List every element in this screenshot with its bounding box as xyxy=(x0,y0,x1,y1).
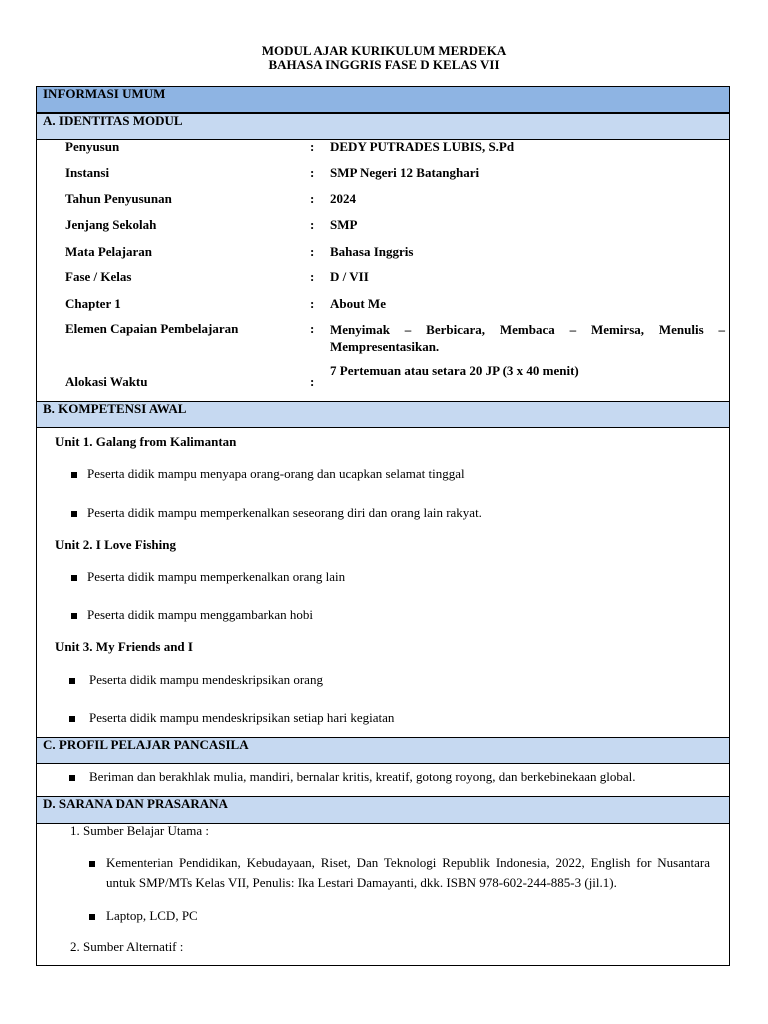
title-line-1: MODUL AJAR KURIKULUM MERDEKA xyxy=(261,43,507,58)
value-tahun: 2024 xyxy=(330,191,356,206)
label-mapel: Mata Pelajaran xyxy=(65,244,153,259)
section-heading: B. KOMPETENSI AWAL xyxy=(43,401,187,416)
list-item: Peserta didik mampu memperkenalkan orang lain xyxy=(87,569,346,584)
unit-title: Unit 1. Galang from Kalimantan xyxy=(55,434,237,449)
colon: : xyxy=(310,165,315,180)
label-elemen: Elemen Capaian Pembelajaran xyxy=(65,321,239,336)
colon: : xyxy=(310,191,315,206)
numbered-item-label: 1. Sumber Belajar Utama : xyxy=(70,823,209,838)
colon: : xyxy=(310,139,315,154)
section-heading: D. SARANA DAN PRASARANA xyxy=(43,796,228,811)
bullet-square-icon xyxy=(71,511,77,517)
section-profil-pelajar xyxy=(37,737,729,764)
colon: : xyxy=(310,321,315,336)
colon: : xyxy=(310,374,315,389)
section-identitas-modul xyxy=(37,113,729,140)
value-instansi: SMP Negeri 12 Batanghari xyxy=(330,165,480,180)
colon: : xyxy=(310,296,315,311)
title-line-2: BAHASA INGGRIS FASE D KELAS VII xyxy=(268,57,500,72)
bullet-square-icon xyxy=(71,613,77,619)
value-elemen: Menyimak – Berbicara, Membaca – Memirsa, Menulis – Mempresentasikan. xyxy=(330,322,725,354)
list-item: Peserta didik mampu memperkenalkan seseorang diri dan orang lain rakyat. xyxy=(87,505,482,520)
label-instansi: Instansi xyxy=(65,165,110,180)
label-tahun: Tahun Penyusunan xyxy=(65,191,172,206)
bullet-square-icon xyxy=(89,914,95,920)
section-heading: INFORMASI UMUM xyxy=(43,86,166,101)
section-heading: A. IDENTITAS MODUL xyxy=(43,113,183,128)
colon: : xyxy=(310,217,315,232)
list-item: Beriman dan berakhlak mulia, mandiri, bernalar kritis, kreatif, gotong royong, dan berkebinekaan global. xyxy=(89,769,636,784)
value-fase: D / VII xyxy=(330,269,369,284)
label-penyusun: Penyusun xyxy=(65,139,120,154)
unit-title: Unit 2. I Love Fishing xyxy=(55,537,176,552)
unit-title: Unit 3. My Friends and I xyxy=(55,639,193,654)
label-chapter: Chapter 1 xyxy=(65,296,121,311)
bullet-square-icon xyxy=(69,678,75,684)
section-sarana-prasarana xyxy=(37,796,729,824)
value-alokasi: 7 Pertemuan atau setara 20 JP (3 x 40 menit) xyxy=(330,363,579,378)
numbered-item-label: 2. Sumber Alternatif : xyxy=(70,939,184,954)
value-jenjang: SMP xyxy=(330,217,358,232)
list-item: Peserta didik mampu menyapa orang-orang dan ucapkan selamat tinggal xyxy=(87,466,465,481)
section-informasi-umum xyxy=(37,86,729,113)
list-item: Peserta didik mampu mendeskripsikan setiap hari kegiatan xyxy=(89,710,395,725)
document-title xyxy=(0,44,768,72)
label-fase: Fase / Kelas xyxy=(65,269,132,284)
bullet-square-icon xyxy=(71,472,77,478)
bullet-square-icon xyxy=(71,575,77,581)
section-kompetensi-awal xyxy=(37,401,729,428)
list-item: Kementerian Pendidikan, Kebudayaan, Riset, Dan Teknologi Republik Indonesia, 2022, English for Nusantara untuk SMP/MTs Kelas VII, Penulis: Ika Lestari Damayanti, dkk. ISBN 978-602-244-885-3 (jil.1). xyxy=(106,855,710,890)
list-item: Peserta didik mampu mendeskripsikan orang xyxy=(89,672,323,687)
list-item: Peserta didik mampu menggambarkan hobi xyxy=(87,607,314,622)
colon: : xyxy=(310,244,315,259)
section-heading: C. PROFIL PELAJAR PANCASILA xyxy=(43,737,249,752)
label-alokasi: Alokasi Waktu xyxy=(65,374,148,389)
bullet-square-icon xyxy=(69,775,75,781)
value-chapter: About Me xyxy=(330,296,386,311)
value-mapel: Bahasa Inggris xyxy=(330,244,414,259)
module-table xyxy=(36,86,730,966)
bullet-square-icon xyxy=(89,861,95,867)
colon: : xyxy=(310,269,315,284)
list-item: Laptop, LCD, PC xyxy=(106,908,198,923)
bullet-square-icon xyxy=(69,716,75,722)
value-penyusun: DEDY PUTRADES LUBIS, S.Pd xyxy=(330,139,515,154)
label-jenjang: Jenjang Sekolah xyxy=(65,217,157,232)
